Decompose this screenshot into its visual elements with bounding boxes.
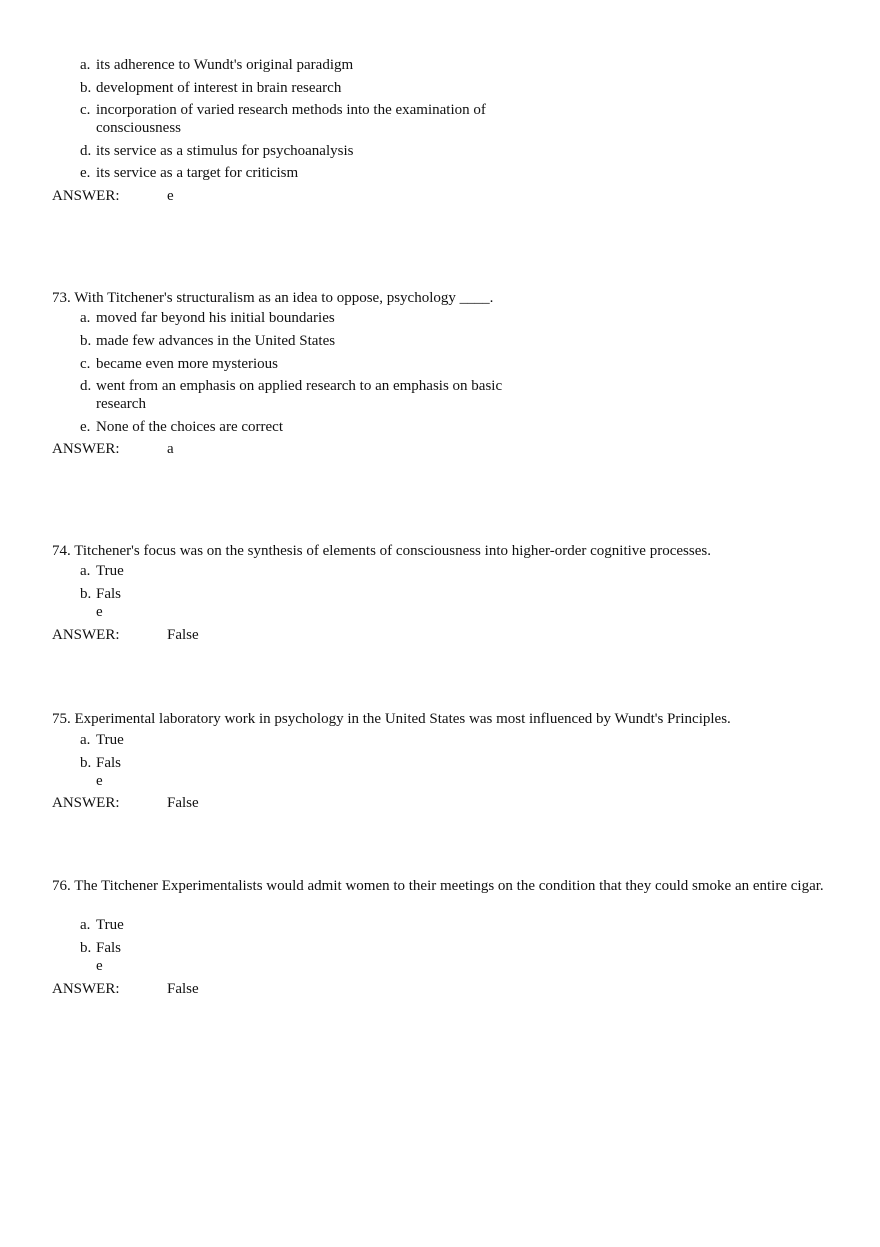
q72-option-b xyxy=(80,79,550,97)
q73-option-c xyxy=(80,355,550,373)
q73-option-e xyxy=(80,418,550,436)
option-letter: d. xyxy=(80,143,92,159)
option-text: its service as a target for criticism xyxy=(96,165,299,181)
q74-option-a xyxy=(80,562,550,580)
q75-option-b xyxy=(80,754,550,790)
option-text: None of the choices are correct xyxy=(96,419,283,435)
q72-option-e xyxy=(80,164,550,182)
option-text: True xyxy=(96,563,124,579)
q75-option-a xyxy=(80,731,550,749)
answer-label: ANSWER: xyxy=(52,188,120,204)
option-letter: d. xyxy=(80,378,92,394)
q72-option-c xyxy=(80,101,550,137)
option-text: went from an emphasis on applied research to an emphasis on basic research xyxy=(96,378,503,412)
question-text: 75. Experimental laboratory work in psychology in the United States was most influenced by Wundt's Principles. xyxy=(52,711,731,727)
answer-label: ANSWER: xyxy=(52,627,120,643)
option-text: False xyxy=(96,586,122,620)
answer-value: a xyxy=(167,441,174,457)
option-letter: b. xyxy=(80,755,92,771)
q76-option-b xyxy=(80,939,550,975)
answer-label: ANSWER: xyxy=(52,981,120,997)
q73-option-b xyxy=(80,332,550,350)
option-letter: a. xyxy=(80,57,91,73)
option-text: incorporation of varied research methods into the examination of consciousness xyxy=(96,102,486,136)
option-text: became even more mysterious xyxy=(96,356,279,372)
option-letter: c. xyxy=(80,356,91,372)
option-letter: a. xyxy=(80,732,91,748)
question-text: 74. Titchener's focus was on the synthesis of elements of consciousness into higher-order cognitive processes. xyxy=(52,543,711,559)
option-letter: a. xyxy=(80,917,91,933)
q72-option-a xyxy=(80,56,550,74)
option-letter: b. xyxy=(80,80,92,96)
option-text: False xyxy=(96,755,122,789)
option-letter: b. xyxy=(80,333,92,349)
answer-value: False xyxy=(167,981,199,997)
q72-option-d xyxy=(80,142,550,160)
q74-option-b xyxy=(80,585,550,621)
option-text: made few advances in the United States xyxy=(96,333,336,349)
q73-option-d xyxy=(80,377,550,413)
q76-option-a xyxy=(80,916,550,934)
answer-label: ANSWER: xyxy=(52,795,120,811)
question-text: 73. With Titchener's structuralism as an idea to oppose, psychology ____. xyxy=(52,290,494,306)
option-letter: b. xyxy=(80,586,92,602)
option-text: True xyxy=(96,917,124,933)
option-text: True xyxy=(96,732,124,748)
option-text: development of interest in brain research xyxy=(96,80,342,96)
option-text: its service as a stimulus for psychoanalysis xyxy=(96,143,354,159)
answer-value: e xyxy=(167,188,174,204)
option-letter: c. xyxy=(80,102,91,118)
option-text: moved far beyond his initial boundaries xyxy=(96,310,335,326)
answer-value: False xyxy=(167,795,199,811)
option-letter: a. xyxy=(80,563,91,579)
q73-option-a xyxy=(80,309,550,327)
option-letter: a. xyxy=(80,310,91,326)
option-letter: e. xyxy=(80,419,91,435)
option-letter: e. xyxy=(80,165,91,181)
answer-label: ANSWER: xyxy=(52,441,120,457)
option-text: False xyxy=(96,940,122,974)
option-text: its adherence to Wundt's original paradigm xyxy=(96,57,354,73)
answer-value: False xyxy=(167,627,199,643)
option-letter: b. xyxy=(80,940,92,956)
question-text: 76. The Titchener Experimentalists would admit women to their meetings on the condition that they could smoke an entire cigar. xyxy=(52,878,824,894)
